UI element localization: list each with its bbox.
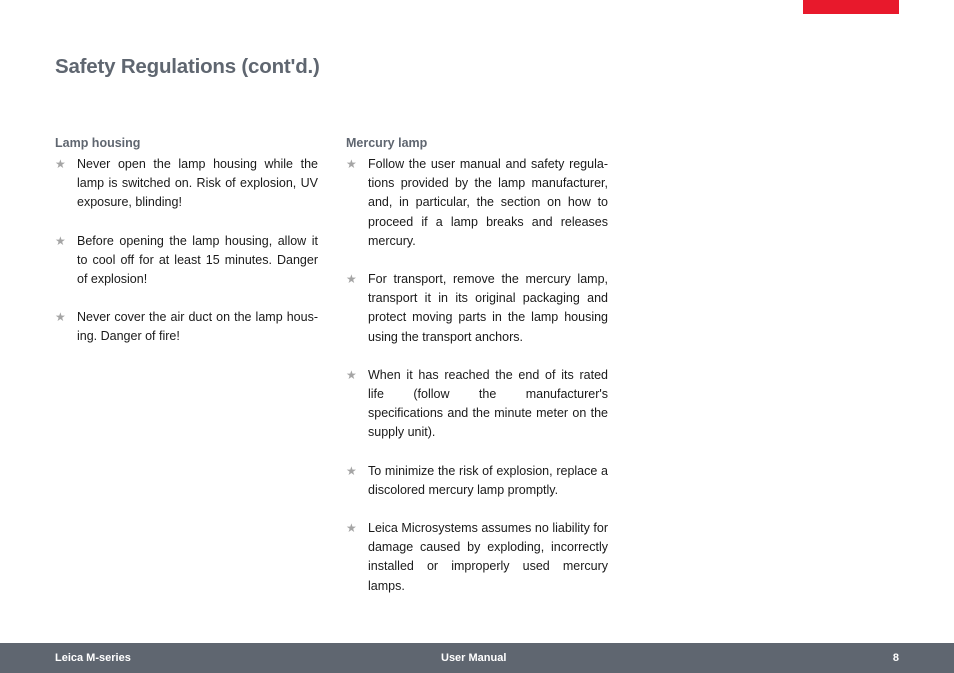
list-item — [346, 462, 608, 500]
star-bullet-icon: ★ — [346, 463, 357, 478]
star-bullet-icon: ★ — [346, 157, 357, 171]
star-bullet-icon: ★ — [346, 521, 357, 536]
section-lamp-housing — [55, 135, 318, 347]
list-item — [55, 155, 318, 213]
list-item-text: When it has reached the end of its rated life (follow the manufacturer's specifications and the minute meter on the supply unit). — [368, 367, 608, 440]
list-item-text: Never open the lamp housing while the lamp is switched on. Risk of explosion, UV exposure, blinding! — [77, 157, 318, 210]
page-title: Safety Regulations (cont'd.) — [55, 55, 320, 78]
star-bullet-icon: ★ — [55, 157, 66, 171]
footer-page-number: 8 — [892, 652, 899, 664]
star-bullet-icon: ★ — [55, 233, 66, 248]
section-mercury-lamp — [346, 135, 608, 596]
lamp-housing-list — [55, 155, 318, 347]
list-item-text: Leica Microsystems assumes no liability for damage caused by exploding, incorrectly installed or improperly used mercury lamps. — [368, 521, 608, 593]
list-item — [346, 155, 608, 251]
star-bullet-icon: ★ — [346, 272, 357, 287]
list-item-text: Never cover the air duct on the lamp housing. Danger of fire! — [77, 310, 318, 344]
list-item — [346, 270, 608, 347]
list-item-text: For transport, remove the mercury lamp, transport it in its original packaging and protect moving parts in the lamp housing using the transport anchors. — [368, 272, 608, 344]
star-bullet-icon: ★ — [55, 310, 66, 325]
page-footer — [0, 643, 954, 673]
mercury-lamp-list — [346, 155, 608, 596]
star-bullet-icon: ★ — [346, 367, 357, 382]
list-item — [346, 366, 608, 443]
footer-document-title: User Manual — [441, 652, 507, 664]
section-heading-lamp-housing: Lamp housing — [55, 136, 141, 150]
list-item-text: Follow the user manual and safety regulations provided by the lamp manufacturer, and, in particular, the section on how to proceed if a lamp breaks and releases mercury. — [368, 157, 608, 248]
section-heading-mercury-lamp: Mercury lamp — [346, 136, 428, 150]
footer-product-name: Leica M-series — [55, 652, 131, 664]
brand-color-bar — [803, 0, 899, 14]
list-item — [346, 519, 608, 596]
list-item-text: Before opening the lamp housing, allow it to cool off for at least 15 minutes. Danger of explosion! — [77, 233, 318, 287]
list-item-text: To minimize the risk of explosion, replace a discolored mercury lamp promptly. — [368, 463, 608, 497]
list-item — [55, 232, 318, 290]
list-item — [55, 308, 318, 346]
